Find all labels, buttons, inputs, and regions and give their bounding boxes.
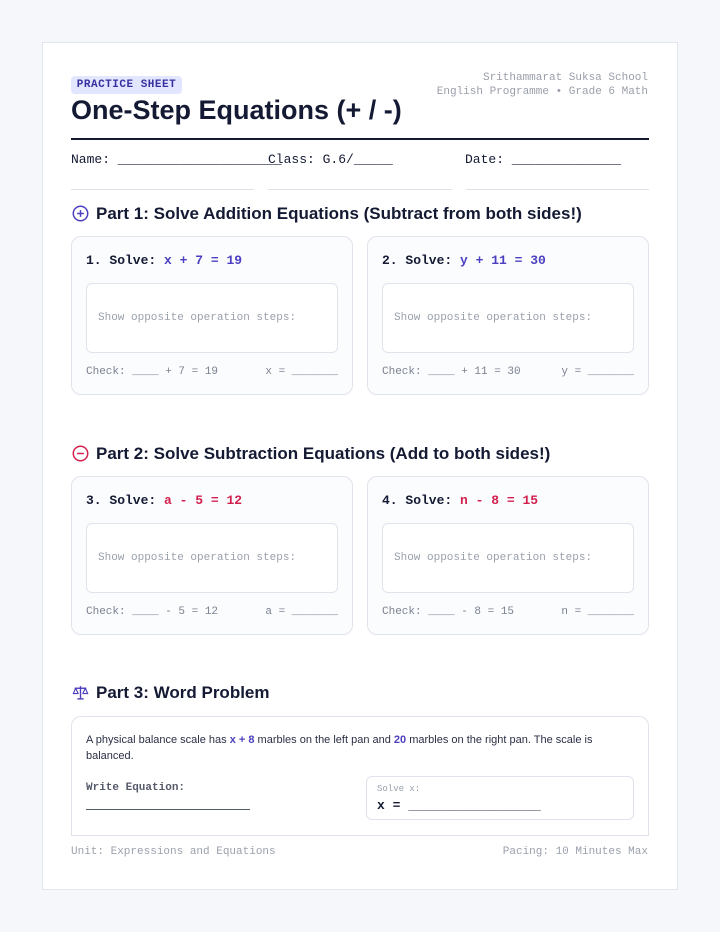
problem-1-answer[interactable]: x = _______ — [265, 366, 338, 378]
problem-card-1 — [71, 236, 353, 395]
date-field[interactable]: Date: ______________ — [465, 152, 622, 167]
part-2-title: Part 2: Solve Subtraction Equations (Add to both sides!) — [96, 444, 551, 463]
solve-x-label: Solve x: — [377, 784, 421, 794]
footer-divider — [71, 835, 649, 836]
page-title: One-Step Equations (+ / -) — [71, 95, 402, 125]
problem-3-check: Check: ____ - 5 = 12 — [86, 606, 219, 618]
problem-1-work-area[interactable]: Show opposite operation steps: — [86, 283, 338, 353]
word-problem-text: A physical balance scale has x + 8 marbles on the left pan and 20 marbles on the right pan. The scale is balanced. — [86, 734, 593, 762]
problem-2-check: Check: ____ + 11 = 30 — [382, 366, 521, 378]
school-info — [437, 71, 648, 99]
date-underline — [466, 189, 649, 190]
name-underline — [71, 189, 254, 190]
write-equation-line[interactable] — [86, 809, 250, 810]
word-problem-card — [71, 716, 649, 836]
school-name: Srithammarat Suksa School — [482, 72, 648, 84]
problem-card-3 — [71, 476, 353, 635]
class-field[interactable]: Class: G.6/_____ — [268, 152, 393, 167]
footer-unit: Unit: Expressions and Equations — [71, 846, 276, 858]
problem-1-check: Check: ____ + 7 = 19 — [86, 366, 219, 378]
problem-4-equation: n - 8 = 15 — [460, 493, 539, 508]
problem-2-answer[interactable]: y = _______ — [561, 366, 634, 378]
title-divider — [71, 138, 649, 140]
problem-4-check: Check: ____ - 8 = 15 — [382, 606, 515, 618]
problem-card-4 — [367, 476, 649, 635]
balance-scale-icon — [72, 684, 89, 701]
practice-sheet-tag: PRACTICE SHEET — [71, 76, 182, 94]
problem-3-work-area[interactable]: Show opposite operation steps: — [86, 523, 338, 593]
problem-2-equation: y + 11 = 30 — [460, 253, 546, 268]
problem-1-question: 1. Solve: x + 7 = 19 — [86, 253, 243, 268]
plus-circle-icon — [72, 205, 89, 222]
right-pan-value: 20 — [393, 734, 407, 746]
write-equation-label: Write Equation: — [86, 782, 186, 794]
problem-3-question: 3. Solve: a - 5 = 12 — [86, 493, 243, 508]
footer-pacing: Pacing: 10 Minutes Max — [502, 846, 648, 858]
part-1-title: Part 1: Solve Addition Equations (Subtract from both sides!) — [96, 204, 582, 223]
class-underline — [268, 189, 452, 190]
problem-4-question: 4. Solve: n - 8 = 15 — [382, 493, 539, 508]
programme-name: English Programme • Grade 6 Math — [436, 86, 648, 98]
problem-4-work-area[interactable]: Show opposite operation steps: — [382, 523, 634, 593]
part-3-title: Part 3: Word Problem — [96, 683, 270, 702]
solve-x-box[interactable] — [366, 776, 634, 820]
solve-x-answer[interactable]: x = _________________ — [377, 798, 541, 813]
problem-card-2 — [367, 236, 649, 395]
problem-3-equation: a - 5 = 12 — [164, 493, 243, 508]
problem-1-equation: x + 7 = 19 — [164, 253, 243, 268]
left-pan-expression: x + 8 — [229, 734, 255, 746]
problem-2-question: 2. Solve: y + 11 = 30 — [382, 253, 546, 268]
problem-3-answer[interactable]: a = _______ — [265, 606, 338, 618]
name-field[interactable]: Name: _____________________ — [71, 152, 282, 167]
minus-circle-icon — [72, 445, 89, 462]
problem-2-work-area[interactable]: Show opposite operation steps: — [382, 283, 634, 353]
problem-4-answer[interactable]: n = _______ — [561, 606, 634, 618]
